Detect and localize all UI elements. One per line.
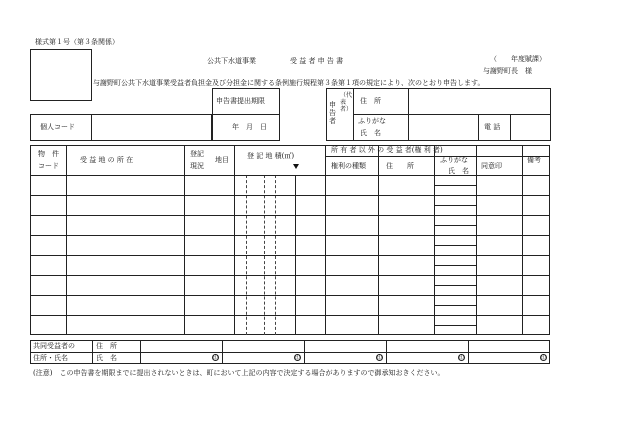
- area-header: 登 記 地 積(㎡): [247, 152, 295, 160]
- table-row-line: [30, 315, 550, 316]
- name-label: 氏 名: [360, 129, 381, 137]
- joint-label-2: 住所・氏名: [33, 354, 68, 362]
- seal-icon: 印: [459, 355, 465, 361]
- title-left: 公共下水道事業: [207, 57, 256, 65]
- joint-label-1: 共同受益者の: [33, 342, 75, 350]
- table-subrow-line: [434, 285, 476, 286]
- main-table: [30, 145, 550, 335]
- registry-label-2: 現況: [190, 162, 204, 170]
- form-number: 様式第１号（第３条関係）: [35, 38, 119, 46]
- table-column-line: [184, 145, 185, 335]
- seal-icon: 印: [213, 355, 219, 361]
- table-row-line: [30, 295, 550, 296]
- table-subrow-line: [434, 185, 476, 186]
- consent-seal-header: 同意印: [481, 162, 502, 170]
- seal-icon: 印: [377, 355, 383, 361]
- table-row-line: [30, 235, 550, 236]
- phone-label: 電 話: [484, 123, 501, 131]
- property-code-label-1: 物 件: [38, 150, 59, 158]
- table-header-line: [325, 156, 550, 157]
- table-subrow-line: [434, 325, 476, 326]
- fiscal-year: （ 年度賦課）: [490, 55, 546, 63]
- table-column-line: [325, 145, 326, 335]
- table-row-line: [30, 195, 550, 196]
- owner-name-header: 氏 名: [448, 167, 469, 175]
- seal-icon: 印: [295, 355, 301, 361]
- individual-code-label: 個人コード: [40, 123, 75, 131]
- registry-label-1: 登記: [190, 150, 204, 158]
- other-owners-header: 所 有 者 以 外 の 受 益 者(権 利 者): [331, 146, 443, 154]
- table-subrow-line: [434, 265, 476, 266]
- property-code-label-2: コード: [38, 162, 59, 170]
- location-header: 受 益 地 の 所 在: [80, 156, 134, 164]
- table-row-line: [30, 255, 550, 256]
- stamp-box: [30, 49, 92, 101]
- table-header-line: [30, 175, 550, 176]
- joint-address-label: 住 所: [96, 342, 117, 350]
- representative-sub: （代表者）: [340, 92, 353, 113]
- table-column-line: [234, 145, 235, 335]
- note-text: (注意) この申告書を期限までに提出されないときは、町において上記の内容で決定する場合がありますので御承知おきください。: [33, 369, 445, 377]
- table-column-line: [378, 145, 379, 335]
- deadline-label: 申告書提出期限: [216, 97, 265, 105]
- representative-label: 申告者: [329, 101, 336, 125]
- table-column-line: [66, 145, 67, 335]
- table-column-line: [434, 145, 435, 335]
- table-row-line: [30, 275, 550, 276]
- right-type-header: 権利の種類: [331, 162, 366, 170]
- remarks-header: 備考: [527, 156, 541, 164]
- deadline-date: 年 月 日: [232, 123, 267, 131]
- joint-name-label: 氏 名: [96, 354, 117, 362]
- seal-icon: 印: [541, 355, 547, 361]
- table-subrow-line: [434, 245, 476, 246]
- table-row-line: [30, 215, 550, 216]
- owner-address-header: 住 所: [386, 162, 414, 170]
- table-subrow-line: [434, 305, 476, 306]
- address-label: 住 所: [360, 97, 381, 105]
- addressee: 与謝野町長 様: [483, 67, 532, 75]
- table-subrow-line: [434, 205, 476, 206]
- furigana-label: ふりがな: [358, 117, 386, 125]
- table-subrow-line: [434, 225, 476, 226]
- land-category-header: 地目: [215, 156, 229, 164]
- area-arrow-icon: [293, 164, 299, 169]
- table-column-line: [476, 145, 477, 335]
- table-column-line: [522, 145, 523, 335]
- owner-furigana-header: ふりがな: [440, 156, 468, 164]
- form-title: 受 益 者 申 告 書: [290, 57, 344, 65]
- intro-text: 与謝野町公共下水道事業受益者負担金及び分担金に関する条例施行規程第３条第１項の規定により、次のとおり申告します。: [93, 79, 485, 87]
